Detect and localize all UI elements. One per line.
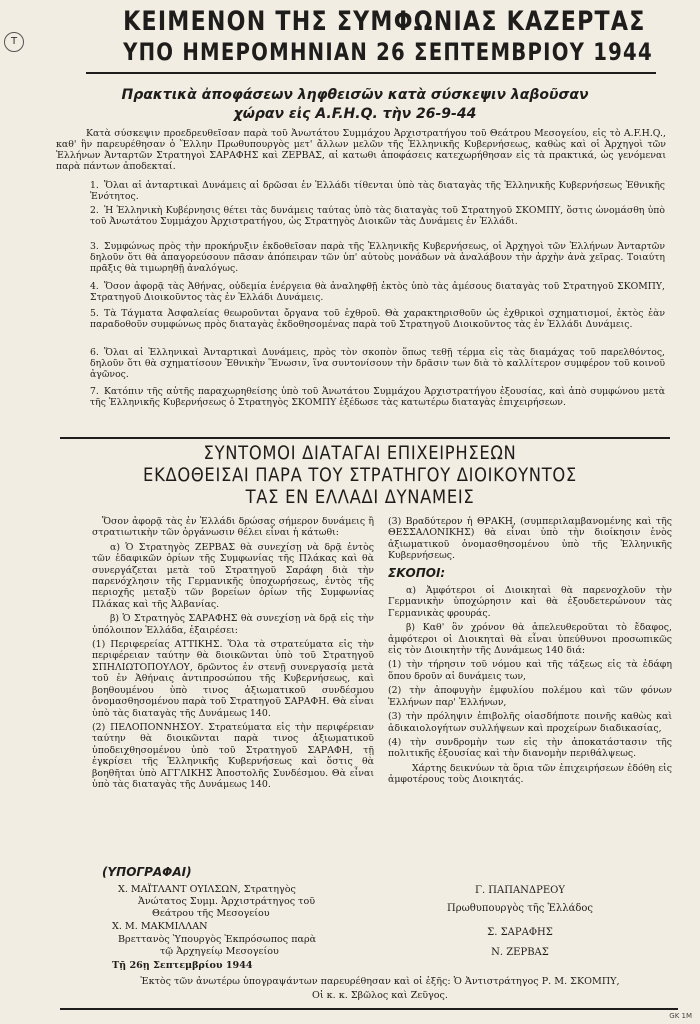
section2-title-line-1: ΣΥΝΤΟΜΟΙ ΔΙΑΤΑΓΑΙ ΕΠΙΧΕΙΡΗΣΕΩΝ [203,442,517,464]
decision-item-6 [90,347,665,381]
section-rule [60,437,670,439]
left-item-b: β) Ὁ Στρατηγὸς ΣΑΡΑΦΗΣ θὰ συνεχίσῃ νὰ δρᾷ εἰς τὴν ὑπόλοιπον Ἑλλάδα, ἐξαιρέσει: [92,613,374,636]
signature-wilson-role1: Ἀνώτατος Συμμ. Ἀρχιστράτηγος τοῦ [138,896,316,907]
corner-mark: GK 1M [669,1012,692,1020]
decision-text: Ὅσον ἀφορᾷ τὰς Ἀθήνας, οὐδεμία ἐνέργεια θὰ ἀναληφθῇ ἐκτὸς ὑπὸ τὰς ἀμέσους διαταγὰς τοῦ Στρατηγοῦ ΣΚΟΜΠΥ, Στρατηγοῦ Διοικοῦντος τὰς ἐν Ἑλλάδι Δυνάμεις. [90,281,665,304]
decision-item-4 [90,281,665,303]
decision-item-1 [90,180,665,202]
decision-text: Ἡ Ἑλληνικὴ Κυβέρνησις θέτει τὰς δυνάμεις ταύτας ὑπὸ τὰς διαταγὰς τοῦ Στρατηγοῦ ΣΚΟΜΠΥ, ὅστις ὠνομάσθη ὑπὸ τοῦ Ἀνωτάτου Συμμάχου Ἀρχιστρατήγου, ὡς Στρατηγὸς Διοικῶν τὰς Δυνάμεις ἐν Ἑλλάδι. [90,205,665,228]
title-line-1: ΚΕΙΜΕΝΟΝ ΤΗΣ ΣΥΜΦΩΝΙΑΣ ΚΑΖΕΡΤΑΣ [123,6,646,37]
signature-wilson-role2: Θεάτρου τῆς Μεσογείου [152,908,270,919]
map-note: Χάρτης δεικνύων τὰ ὅρια τῶν ἐπιχειρήσεων ἐδόθη εἰς ἀμφοτέρους τοὺς Διοικητάς. [388,762,672,786]
title-line-2: ΥΠΟ ΗΜΕΡΟΜΗΝΙΑΝ 26 ΣΕΠΤΕΜΒΡΙΟΥ 1944 [123,38,653,66]
decision-number: 4. [90,281,99,292]
left-item-1: (1) Περιφερείας ΑΤΤΙΚΗΣ. Ὅλα τὰ στρατεύματα εἰς τὴν περιφέρειαν ταύτην θὰ διοικῶνται ὑπὸ τοῦ Στρατηγοῦ ΣΠΗΛΙΩΤΟΠΟΥΛΟΥ, δρῶντος ἐν στενῇ συνεργασίᾳ μετὰ τοῦ ἐν Ἀθήναις ἀντιπροσώπου τῆς Κυβερνήσεως, καὶ βοηθουμένου ὑπὸ τινος ἀξιωματικοῦ συνδέσμου ὀνομασθησομένου παρὰ τοῦ Στρατηγοῦ ΣΑΡΑΦΗ. Θὰ εἶναι ὑπὸ τὰς διαταγὰς τῆς Δυνάμεως 140. [92,639,374,719]
goal-4: (4) τὴν συνδρομὴν των εἰς τὴν ἀποκατάστασιν τῆς πολιτικῆς ἐξουσίας καὶ τὴν διανομὴν περιθάλψεως. [388,736,672,760]
decision-text: Ὅλαι αἱ ἀνταρτικαὶ Δυνάμεις αἱ δρῶσαι ἐν Ἑλλάδι τίθενται ὑπὸ τὰς διαταγὰς τῆς Ἑλληνικῆς Κυβερνήσεως Ἐθνικῆς Ἑνότητος. [90,180,665,203]
section2-title-line-3: ΤΑΣ ΕΝ ΕΛΛΑΔΙ ΔΥΝΑΜΕΙΣ [245,486,475,508]
decision-text: Κατόπιν τῆς αὐτῆς παραχωρηθείσης ὑπὸ τοῦ Ἀνωτάτου Συμμάχου Ἀρχιστρατήγου ἐξουσίας, καὶ ἀπὸ συμφώνου μετὰ τῆς Ἑλληνικῆς Κυβερνήσεως ὁ Στρατηγὸς ΣΚΟΜΠΥ ἐξέδωσε τὰς κατωτέρω διαταγὰς ἐπιχειρήσεων. [90,386,665,409]
decision-text: Συμφώνως πρὸς τὴν προκήρυξιν ἐκδοθεῖσαν παρὰ τῆς Ἑλληνικῆς Κυβερνήσεως, οἱ Ἀρχηγοὶ τῶν Ἑλλήνων Ἀνταρτῶν δηλοῦν ὅτι θὰ ἀπαγορεύσουν πᾶσαν ἀπόπειραν τῶν ὑπ' αὐτοὺς μονάδων νὰ ἀναλάβουν τὴν ἀρχὴν ἀνὰ χεῖρας. Τοιαύτη πρᾶξις θὰ τιμωρηθῇ ἀναλόγως. [90,241,665,275]
subtitle-line-2: χώραν εἰς A.F.H.Q. τὴν 26-9-44 [233,106,477,122]
goal-2: (2) τὴν ἀποφυγὴν ἐμφυλίου πολέμου καὶ τῶν φόνων Ἑλλήνων παρ' Ἑλλήνων, [388,685,672,708]
footer-line-1: Ἐκτὸς τῶν ἀνωτέρω ὑπογραψάντων παρευρέθησαν καὶ οἱ ἑξῆς: Ὁ Ἀντιστράτηγος Ρ. Μ. ΣΚΟΜΠΥ, [140,976,620,987]
left-item-a: α) Ὁ Στρατηγὸς ΖΕΡΒΑΣ θὰ συνεχίσῃ νὰ δρᾷ ἐντὸς τῶν ἐδαφικῶν ὁρίων τῆς Συμφωνίας τῆς Πλάκας καὶ θὰ συνεργάζεται μετὰ τοῦ Στρατηγοῦ Σαράφη διὰ τὴν παρενόχλησιν τῆς Γερμανικῆς ὑποχωρήσεως, ἐντὸς τῆς περιοχῆς μεταξὺ τῶν βορείων ὁρίων τῆς Συμφωνίας Πλάκας καὶ τῆς Ἀλβανίας. [92,541,374,610]
goal-3: (3) τὴν πρόληψιν ἐπιβολῆς οἱασδήποτε ποινῆς καθὼς καὶ ἀδικαιολογήτων συλλήψεων καὶ προχείρων διαδικασίας, [388,711,672,734]
intro-paragraph: Κατὰ σύσκεψιν προεδρευθεῖσαν παρὰ τοῦ Ἀνωτάτου Συμμάχου Ἀρχιστρατήγου τοῦ Θεάτρου Μεσογείου, εἰς τὸ A.F.H.Q., καθ' ἣν παρευρέθησαν ὁ Ἕλλην Πρωθυπουργὸς μετ' ἄλλων μελῶν τῆς Ἑλληνικῆς Κυβερνήσεως, καθὼς καὶ οἱ Ἀρχηγοὶ τῶν Ἑλλήνων Ἀνταρτῶν Στρατηγοὶ ΣΑΡΑΦΗΣ καὶ ΖΕΡΒΑΣ, αἱ κατωθι ἀποφάσεις κατεχωρήθησαν εἰς τὰ πρακτικά, ὡς γενόμεναι παρὰ πάντων ἀποδεκταί. [56,128,666,173]
decision-item-5 [90,308,665,330]
left-intro: Ὅσον ἀφορᾷ τὰς ἐν Ἑλλάδι δρώσας σήμερον δυνάμεις ἢ στρατιωτικὴν τῶν ὀργάνωσιν θέλει εἶναι ἡ κάτωθι: [92,516,374,539]
right-item-3: (3) Βραδύτερον ἡ ΘΡΑΚΗ, (συμπεριλαμβανομένης καὶ τῆς ΘΕΣΣΑΛΟΝΙΚΗΣ) θὰ εἶναι ὑπὸ τὴν διοίκησιν ἑνὸς ἀξιωματικοῦ ὀνομασθησομένου ὑπὸ τῆς Ἑλληνικῆς Κυβερνήσεως. [388,516,672,562]
decision-item-2 [90,205,665,227]
decision-number: 7. [90,386,99,397]
goal-1: (1) τὴν τήρησιν τοῦ νόμου καὶ τῆς τάξεως εἰς τὰ ἐδάφη ὅπου δροῦν αἱ δυνάμεις των, [388,659,672,682]
left-item-2: (2) ΠΕΛΟΠΟΝΝΗΣΟΥ. Στρατεύματα εἰς τὴν περιφέρειαν ταύτην θὰ διοικῶνται παρὰ τινος ἀξιωματικοῦ ὑποδειχθησομένου ὑπὸ τοῦ Στρατηγοῦ ΣΑΡΑΦΗ, τῇ ἐγκρίσει τῆς Ἑλληνικῆς Κυβερνήσεως καὶ ὅστις θὰ βοηθῆται ὑπὸ ΑΓΓΛΙΚΗΣ Ἀποστολῆς Συνδέσμου. Θὰ εἶναι ὑπὸ τὰς διαταγὰς τῆς Δυνάμεως 140. [92,721,374,790]
signature-zervas-name: Ν. ΖΕΡΒΑΣ [491,947,549,958]
signature-papandreou-role: Πρωθυπουργὸς τῆς Ἑλλάδος [447,903,593,914]
decision-number: 2. [90,205,99,216]
signature-wilson-name: Χ. ΜΑΪΤΛΑΝΤ ΟΥΙΛΣΩΝ, Στρατηγὸς [118,884,296,895]
signature-date: Τῇ 26ῃ Σεπτεμβρίου 1944 [112,960,253,971]
footer-rule [60,1008,678,1010]
subtitle-line-1: Πρακτικὰ ἀποφάσεων ληφθεισῶν κατὰ σύσκεψιν λαβοῦσαν [121,87,589,103]
right-column [388,516,672,789]
punch-hole-mark: T [4,32,24,52]
decision-number: 1. [90,180,99,191]
signature-macmillan-role1: Βρεττανὸς Ὑπουργὸς Ἐκπρόσωπος παρὰ [118,934,317,945]
signature-macmillan-name: Χ. Μ. ΜΑΚΜΙΛΛΑΝ [112,921,208,932]
decision-number: 5. [90,308,99,319]
decision-text: Τὰ Τάγματα Ἀσφαλείας θεωροῦνται ὄργανα τοῦ ἐχθροῦ. Θὰ χαρακτηρισθοῦν ὡς ἐχθρικοὶ σχηματισμοί, ἐκτὸς ἐὰν παραδοθοῦν συμφώνως πρὸς διαταγὰς ἐκδοθησομένας παρὰ τοῦ Στρατηγοῦ Διοικοῦντος τὰς ἐν Ἑλλάδι Δυνάμεις. [90,308,665,331]
decision-text: Ὅλαι αἱ Ἑλληνικαὶ Ἀνταρτικαὶ Δυνάμεις, πρὸς τὸν σκοπὸν ὅπως τεθῇ τέρμα εἰς τὰς διαμάχας τοῦ παρελθόντος, δηλοῦν ὅτι θὰ σχηματίσουν Ἐθνικὴν Ἕνωσιν, ἵνα συντονίσουν τὴν δρᾶσιν των διὰ τὸ καλλίτερον συμφέρον τοῦ κοινοῦ ἀγῶνος. [90,347,665,381]
title-rule [86,72,656,74]
decision-number: 3. [90,241,99,252]
signatures-label: (ΥΠΟΓΡΑΦΑΙ) [102,865,192,879]
decision-item-3 [90,241,665,275]
skopoi-label: ΣΚΟΠΟΙ: [388,565,446,580]
signature-papandreou-name: Γ. ΠΑΠΑΝΔΡΕΟΥ [475,885,565,896]
section2-title-line-2: ΕΚΔΟΘΕΙΣΑΙ ΠΑΡΑ ΤΟΥ ΣΤΡΑΤΗΓΟΥ ΔΙΟΙΚΟΥΝΤΟΣ [143,464,577,486]
decision-item-7 [90,386,665,408]
signature-macmillan-role2: τῷ Ἀρχηγείῳ Μεσογείου [160,946,279,957]
left-column [92,516,374,793]
goal-a: α) Ἀμφότεροι οἱ Διοικηταὶ θὰ παρενοχλοῦν τὴν Γερμανικὴν ὑποχώρησιν καὶ θὰ ἐξουδετερώνουν τὰς Γερμανικὰς φρουράς. [388,585,672,619]
footer-line-2: Οἱ κ. κ. Σβῶλος καὶ Ζεῦγος. [312,990,448,1001]
goal-b: β) Καθ' ὃν χρόνον θὰ ἀπελευθεροῦται τὸ ἔδαφος, ἀμφότεροι οἱ Διοικηταὶ θὰ εἶναι ὑπεύθυνοι προσωπικῶς εἰς τὸν Διοικητὴν τῆς Δυνάμεως 140 διά: [388,622,672,657]
decision-number: 6. [90,347,99,358]
signature-sarafis-name: Σ. ΣΑΡΑΦΗΣ [487,927,553,938]
